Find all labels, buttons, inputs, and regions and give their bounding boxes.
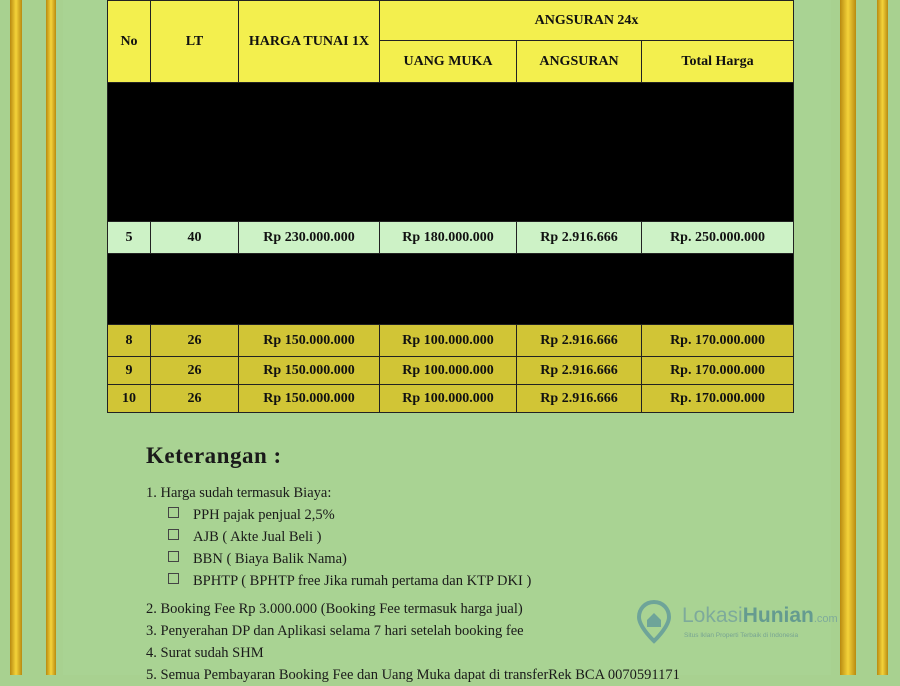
sub-item [146,526,836,548]
cell-no: 9 [108,357,151,385]
sub-item [146,504,836,526]
sub-item-label: BBN ( Biaya Balik Nama) [193,551,347,567]
checkbox-icon [168,573,179,584]
gold-stripe-right-outer [877,0,888,675]
cell-uang-muka: Rp 100.000.000 [380,357,517,385]
redacted-rows-block [108,254,794,325]
gold-stripe-left-inner [46,0,56,675]
header-uang-muka: UANG MUKA [380,41,517,83]
cell-uang-muka: Rp 100.000.000 [380,325,517,357]
watermark-tagline: Situs Iklan Properti Terbaik di Indonesia [684,632,799,639]
cell-no: 5 [108,222,151,254]
cell-total: Rp. 170.000.000 [642,325,794,357]
sub-item-label: BPHTP ( BPHTP free Jika rumah pertama dan KTP DKI ) [193,573,532,589]
checkbox-icon [168,529,179,540]
cell-no: 10 [108,385,151,413]
cell-total: Rp. 170.000.000 [642,357,794,385]
cell-harga: Rp 150.000.000 [239,325,380,357]
sub-item [146,548,836,570]
cell-total: Rp. 170.000.000 [642,385,794,413]
sub-item-label: PPH pajak penjual 2,5% [193,507,335,523]
checkbox-icon [168,551,179,562]
header-lt: LT [151,1,239,83]
watermark-brand: LokasiHunian.com [682,604,838,627]
table-row [108,222,794,254]
checkbox-icon [168,507,179,518]
table-row [108,385,794,413]
header-harga-tunai: HARGA TUNAI 1X [239,1,380,83]
lokasihunian-watermark [636,600,866,650]
cell-angsuran: Rp 2.916.666 [517,357,642,385]
cell-harga: Rp 150.000.000 [239,385,380,413]
price-table [107,0,794,413]
cell-harga: Rp 230.000.000 [239,222,380,254]
cell-angsuran: Rp 2.916.666 [517,385,642,413]
note-item-4: 4. Surat sudah SHM [146,645,264,661]
sub-item [146,570,836,592]
keterangan-title: Keterangan : [146,443,282,468]
cell-lt: 26 [151,357,239,385]
location-pin-icon [636,600,672,644]
cell-total: Rp. 250.000.000 [642,222,794,254]
redacted-rows-block [108,83,794,222]
header-angsuran: ANGSURAN [517,41,642,83]
note-item-1: 1. Harga sudah termasuk Biaya: [146,485,332,501]
table-row [108,357,794,385]
header-total-harga: Total Harga [642,41,794,83]
cell-no: 8 [108,325,151,357]
cell-harga: Rp 150.000.000 [239,357,380,385]
gold-stripe-left-outer [10,0,22,675]
gold-stripe-right-inner [840,0,856,675]
cell-uang-muka: Rp 180.000.000 [380,222,517,254]
note-item-5: 5. Semua Pembayaran Booking Fee dan Uang Muka dapat di transferRek BCA 0070591171 [146,667,680,683]
cell-lt: 26 [151,325,239,357]
table-header-row [108,1,794,41]
table-row [108,325,794,357]
cell-lt: 40 [151,222,239,254]
notes-list [146,482,836,686]
cell-lt: 26 [151,385,239,413]
header-no: No [108,1,151,83]
cell-angsuran: Rp 2.916.666 [517,325,642,357]
sub-item-label: AJB ( Akte Jual Beli ) [193,529,322,545]
cell-angsuran: Rp 2.916.666 [517,222,642,254]
cell-uang-muka: Rp 100.000.000 [380,385,517,413]
note-item-2: 2. Booking Fee Rp 3.000.000 (Booking Fee termasuk harga jual) [146,601,523,617]
header-angsuran-group: ANGSURAN 24x [380,1,794,41]
note-item-3: 3. Penyerahan DP dan Aplikasi selama 7 hari setelah booking fee [146,623,524,639]
